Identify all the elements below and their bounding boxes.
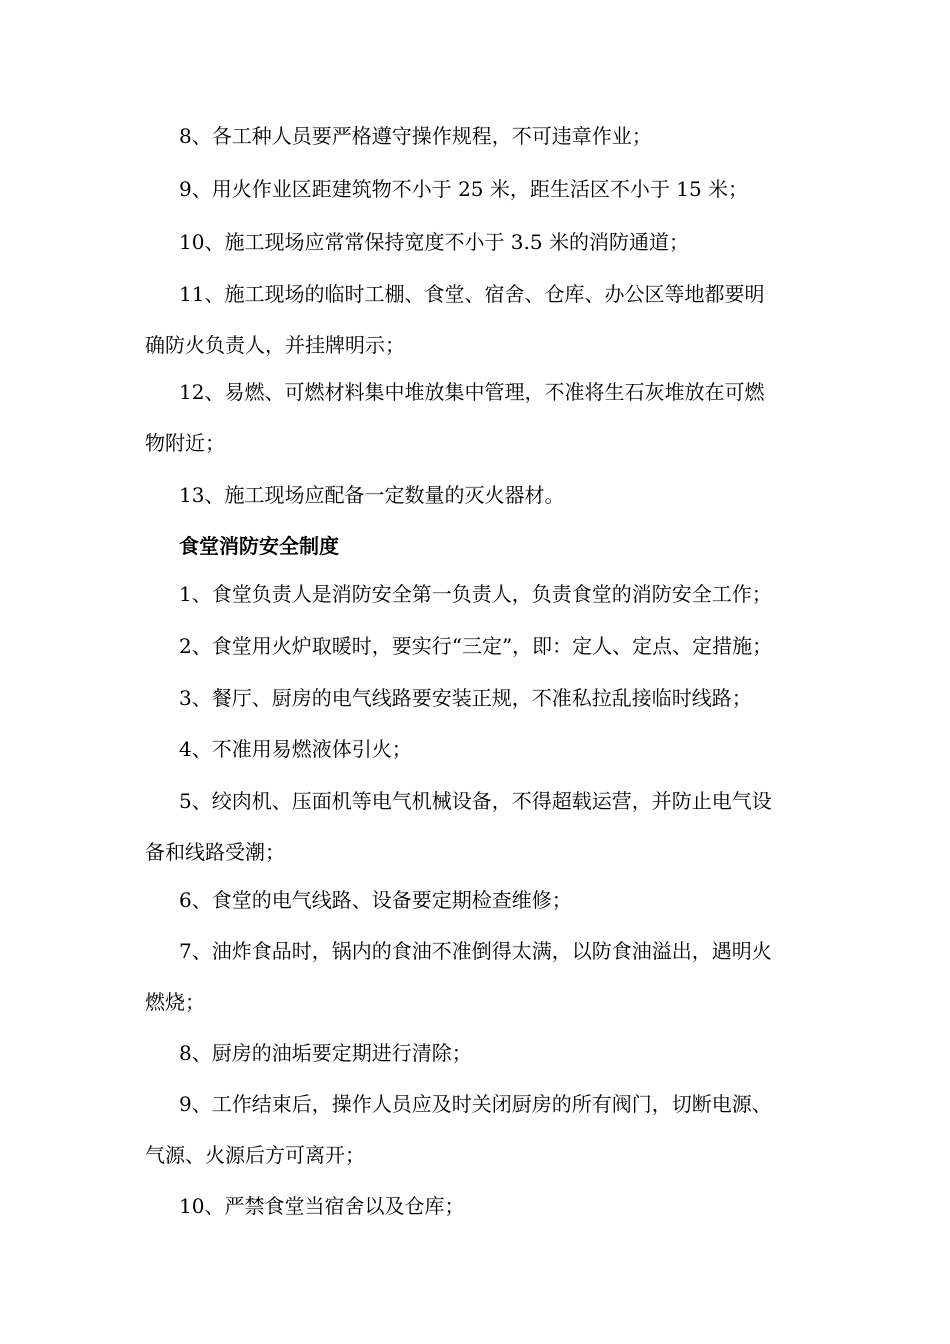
canteen-rule-5: 5、绞肉机、压面机等电气机械设备，不得超载运营，并防止电气设	[179, 789, 772, 813]
canteen-rule-10: 10、严禁食堂当宿舍以及仓库；	[179, 1194, 465, 1218]
rule-item-11-continuation: 确防火负责人，并挂牌明示；	[145, 333, 405, 357]
canteen-rule-1: 1、食堂负责人是消防安全第一负责人，负责食堂的消防安全工作；	[179, 582, 772, 606]
section-heading: 食堂消防安全制度	[179, 534, 339, 558]
canteen-rule-8: 8、厨房的油垢要定期进行清除；	[179, 1041, 472, 1065]
canteen-rule-3: 3、餐厅、厨房的电气线路要安装正规，不准私拉乱接临时线路；	[179, 686, 752, 710]
canteen-rule-5-continuation: 备和线路受潮；	[145, 840, 285, 864]
rule-item-12: 12、易燃、可燃材料集中堆放集中管理，不准将生石灰堆放在可燃	[179, 380, 765, 404]
rule-item-12-continuation: 物附近；	[145, 431, 225, 455]
rule-item-11: 11、施工现场的临时工棚、食堂、宿舍、仓库、办公区等地都要明	[179, 282, 765, 306]
canteen-rule-7-continuation: 燃烧；	[145, 990, 205, 1014]
rule-item-9: 9、用火作业区距建筑物不小于 25 米，距生活区不小于 15 米；	[179, 177, 749, 201]
canteen-rule-9-continuation: 气源、火源后方可离开；	[145, 1143, 365, 1167]
canteen-rule-4: 4、不准用易燃液体引火；	[179, 737, 412, 761]
canteen-rule-9: 9、工作结束后，操作人员应及时关闭厨房的所有阀门，切断电源、	[179, 1092, 772, 1116]
rule-item-10: 10、施工现场应常常保持宽度不小于 3.5 米的消防通道；	[179, 230, 689, 254]
canteen-rule-6: 6、食堂的电气线路、设备要定期检查维修；	[179, 888, 572, 912]
canteen-rule-2: 2、食堂用火炉取暖时，要实行“三定”，即：定人、定点、定措施；	[179, 634, 773, 658]
rule-item-8: 8、各工种人员要严格遵守操作规程，不可违章作业；	[179, 124, 652, 148]
canteen-rule-7: 7、油炸食品时，锅内的食油不准倒得太满，以防食油溢出，遇明火	[179, 939, 772, 963]
rule-item-13: 13、施工现场应配备一定数量的灭火器材。	[179, 483, 565, 507]
